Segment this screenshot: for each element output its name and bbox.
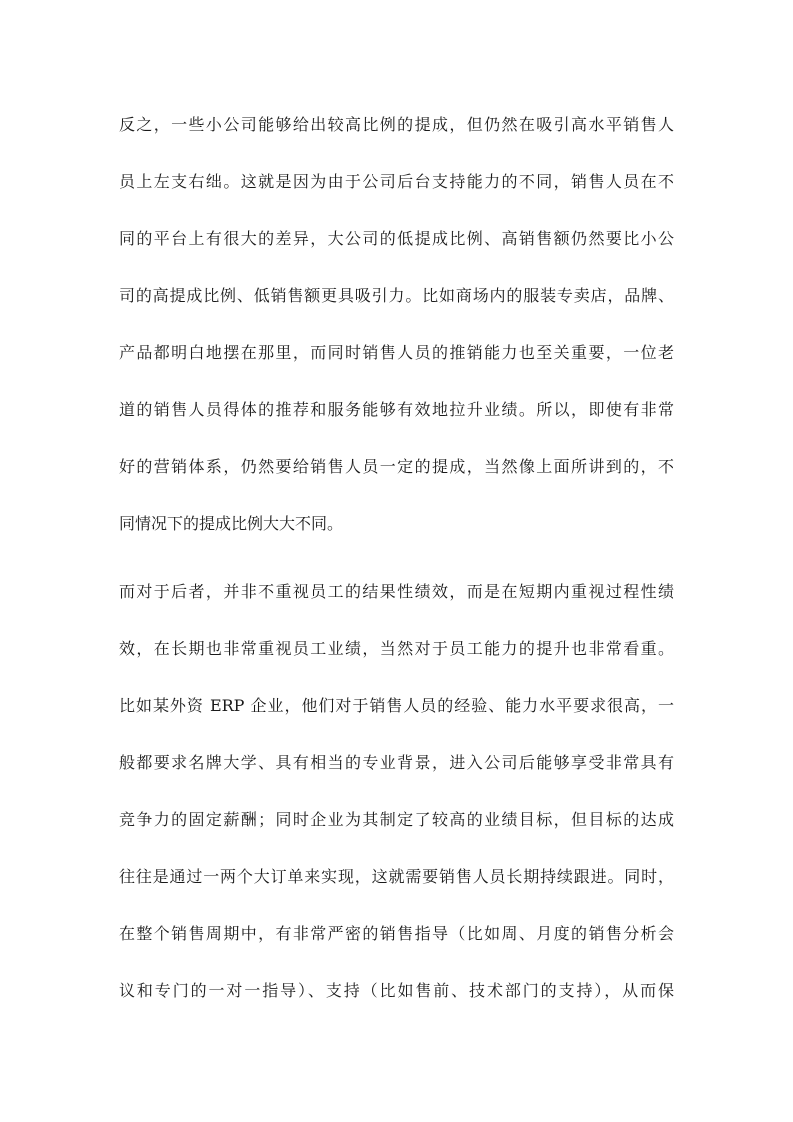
paragraph-2-line-3: 比如某外资 ERP 企业，他们对于销售人员的经验、能力水平要求很高，一 bbox=[119, 696, 674, 715]
paragraph-2-line-6: 往往是通过一两个大订单来实现，这就需要销售人员长期持续跟进。同时， bbox=[119, 867, 674, 886]
paragraph-2-line-2: 效，在长期也非常重视员工业绩，当然对于员工能力的提升也非常看重。 bbox=[119, 639, 674, 658]
paragraph-2-line-4: 般都要求名牌大学、具有相当的专业背景，进入公司后能够享受非常具有 bbox=[119, 753, 674, 772]
paragraph-1-line-3: 同的平台上有很大的差异，大公司的低提成比例、高销售额仍然要比小公 bbox=[119, 229, 674, 248]
paragraph-1-line-8: 同情况下的提成比例大大不同。 bbox=[119, 514, 344, 533]
paragraph-1-line-5: 产品都明白地摆在那里，而同时销售人员的推销能力也至关重要，一位老 bbox=[119, 343, 674, 362]
paragraph-2-line-7: 在整个销售周期中，有非常严密的销售指导（比如周、月度的销售分析会 bbox=[119, 924, 674, 943]
paragraph-2-line-1: 而对于后者，并非不重视员工的结果性绩效，而是在短期内重视过程性绩 bbox=[119, 582, 674, 601]
paragraph-1-line-7: 好的营销体系，仍然要给销售人员一定的提成，当然像上面所讲到的，不 bbox=[119, 457, 674, 476]
paragraph-1-line-4: 司的高提成比例、低销售额更具吸引力。比如商场内的服装专卖店，品牌、 bbox=[119, 286, 674, 305]
paragraph-2-line-5: 竞争力的固定薪酬；同时企业为其制定了较高的业绩目标，但目标的达成 bbox=[119, 810, 674, 829]
paragraph-2-line-8: 议和专门的一对一指导）、支持（比如售前、技术部门的支持），从而保 bbox=[119, 981, 674, 1000]
paragraph-1-line-1: 反之，一些小公司能够给出较高比例的提成，但仍然在吸引高水平销售人 bbox=[119, 115, 674, 134]
paragraph-1-line-6: 道的销售人员得体的推荐和服务能够有效地拉升业绩。所以，即使有非常 bbox=[119, 400, 674, 419]
paragraph-1-line-2: 员上左支右绌。这就是因为由于公司后台支持能力的不同，销售人员在不 bbox=[119, 172, 674, 191]
